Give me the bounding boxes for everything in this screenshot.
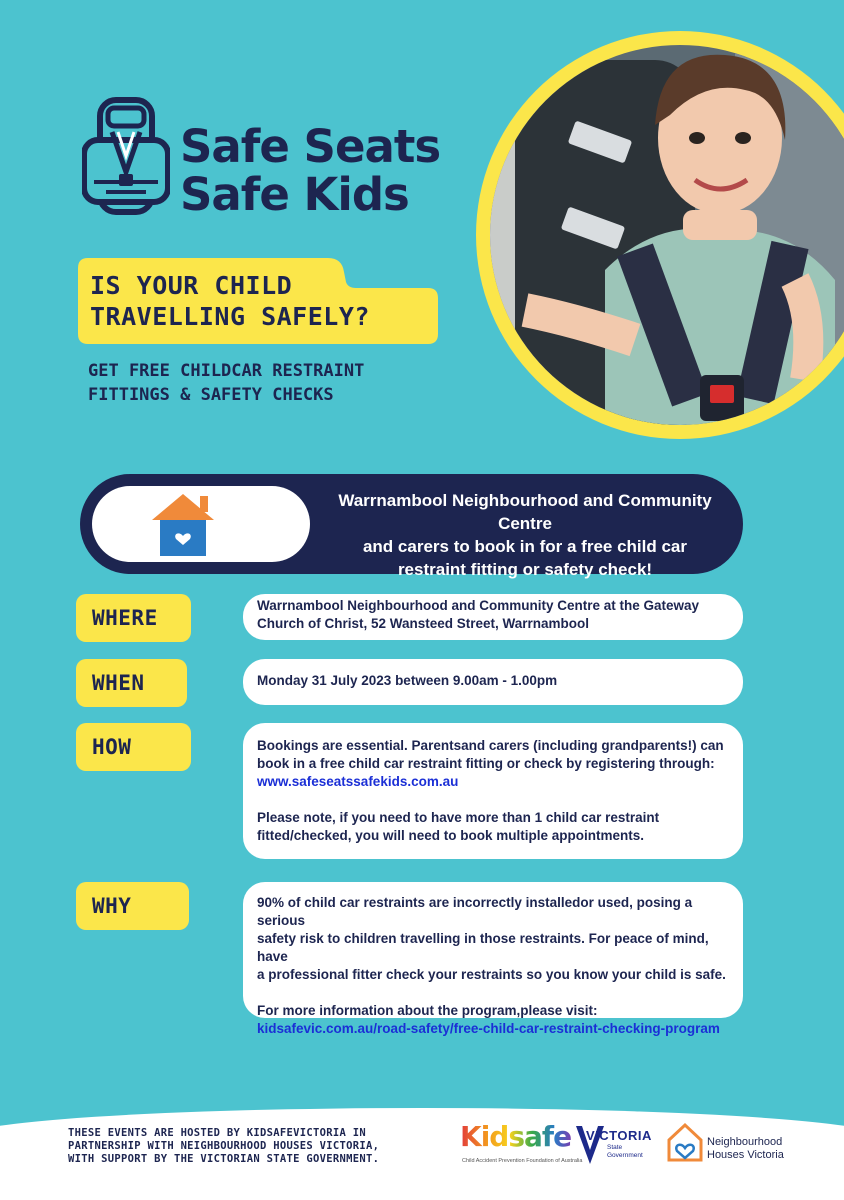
brand-logo-text	[180, 120, 441, 221]
when-text: Monday 31 July 2023 between 9.00am - 1.00pm	[257, 673, 558, 688]
house-icon	[148, 488, 218, 558]
neighbourhood-houses-logo	[666, 1120, 816, 1166]
how-note-2: fitted/checked, you will need to book multiple appointments.	[257, 828, 645, 843]
kidsafe-program-link[interactable]: kidsafevic.com.au/road-safety/free-child-car-restraint-checking-program	[257, 1021, 720, 1036]
when-box	[243, 659, 743, 705]
headline-text	[90, 270, 370, 332]
how-line-1: Bookings are essential. Parentsand carers (including grandparents!) can	[257, 738, 724, 753]
footer-line-2: PARTNERSHIP WITH NEIGHBOURHOOD HOUSES VICTORIA,	[68, 1140, 380, 1152]
kidsafe-wordmark	[460, 1120, 571, 1153]
nhv-line-1: Neighbourhood	[707, 1136, 783, 1148]
nhv-house-heart-icon	[666, 1120, 704, 1164]
how-line-2: book in a free child car restraint fitting or check by registering through:	[257, 756, 715, 771]
headline	[78, 258, 438, 344]
why-info: For more information about the program,please visit:	[257, 1003, 598, 1018]
why-line-1: 90% of child car restraints are incorrectly installedor used, posing a serious	[257, 895, 693, 928]
when-label: WHEN	[76, 659, 187, 707]
victoria-sub-1: State	[607, 1144, 623, 1151]
footer-text	[68, 1127, 379, 1166]
where-box	[243, 594, 743, 640]
where-label: WHERE	[76, 594, 191, 642]
why-box	[243, 882, 743, 1036]
subheadline-line-2: FITTINGS & SAFETY CHECKS	[88, 385, 334, 405]
footer-line-1: THESE EVENTS ARE HOSTED BY KIDSAFEVICTORIA IN	[68, 1127, 366, 1139]
how-box	[243, 723, 743, 859]
victoria-title: VICTORIA	[586, 1128, 652, 1143]
nhv-line-2: Houses Victoria	[707, 1149, 784, 1161]
banner-icon-pill	[92, 486, 310, 562]
where-line-2: Church of Christ, 52 Wansteed Street, Warrnambool	[257, 616, 590, 631]
victoria-government-logo	[574, 1122, 654, 1172]
headline-line-1: IS YOUR CHILD	[90, 271, 293, 300]
banner-text	[320, 489, 730, 581]
victoria-subtitle	[607, 1144, 643, 1160]
brand-line-1: Safe Seats	[180, 120, 441, 173]
how-label: HOW	[76, 723, 191, 771]
where-line-1: Warrnambool Neighbourhood and Community Centre at the Gateway	[257, 598, 700, 613]
victoria-sub-2: Government	[607, 1152, 643, 1159]
info-banner	[80, 474, 743, 579]
headline-line-2: TRAVELLING SAFELY?	[90, 302, 370, 331]
brand-line-2: Safe Kids	[180, 168, 409, 221]
booking-link[interactable]: www.safeseatssafekids.com.au	[257, 774, 459, 789]
kidsafe-logo	[460, 1120, 583, 1172]
subheadline-line-1: GET FREE CHILDCAR RESTRAINT	[88, 361, 365, 381]
banner-line-1: Warrnambool Neighbourhood and Community Centre	[338, 491, 712, 533]
kidsafe-wordmark-text: Kidsafe	[460, 1120, 572, 1153]
car-seat-logo-icon	[82, 96, 170, 218]
subheadline	[88, 359, 364, 407]
nhv-text	[707, 1136, 784, 1162]
why-label: WHY	[76, 882, 189, 930]
banner-line-2: and carers to book in for a free child car	[362, 537, 688, 556]
kidsafe-tagline: Child Accident Prevention Foundation of Australia	[462, 1158, 583, 1164]
why-line-2: safety risk to children travelling in those restraints. For peace of mind, have	[257, 931, 709, 964]
footer-line-3: WITH SUPPORT BY THE VICTORIAN STATE GOVERNMENT.	[68, 1153, 380, 1165]
why-line-3: a professional fitter check your restraints so you know your child is safe.	[257, 967, 726, 982]
child-car-seat-photo	[455, 20, 844, 440]
banner-line-3: restraint fitting or safety check!	[397, 560, 653, 579]
how-note-1: Please note, if you need to have more than 1 child car restraint	[257, 810, 660, 825]
